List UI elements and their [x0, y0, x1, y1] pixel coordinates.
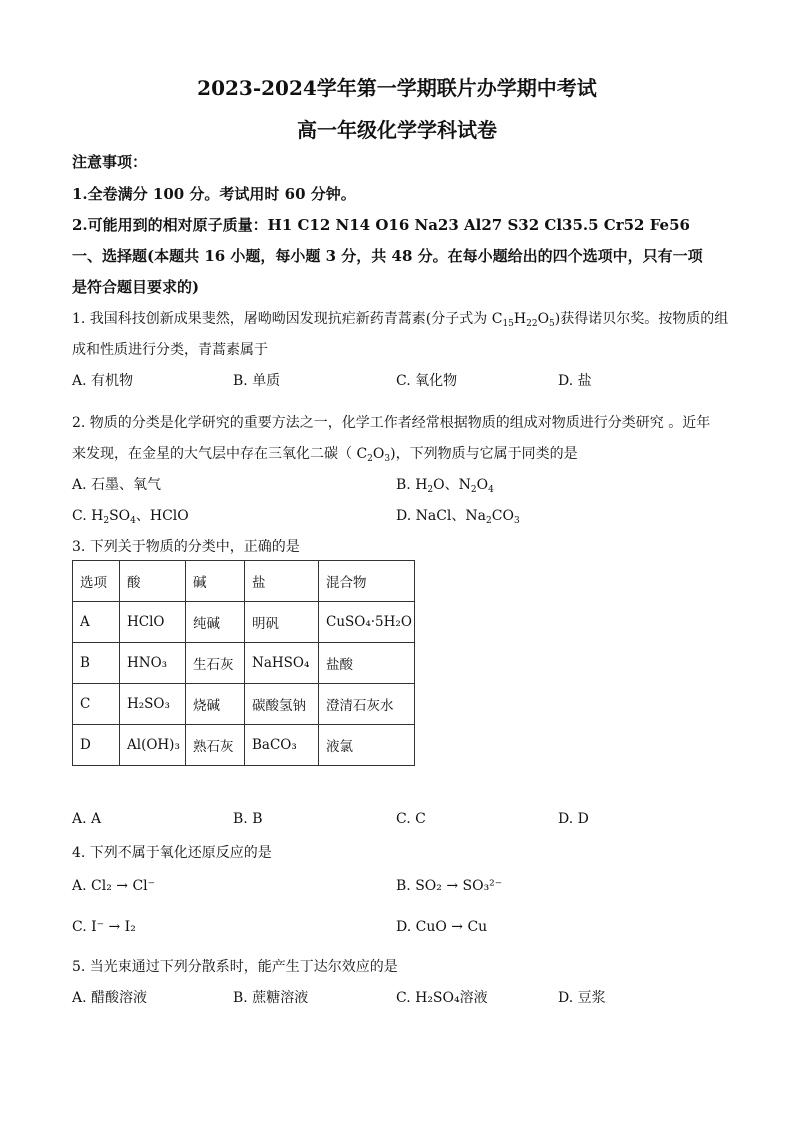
table-row [73, 684, 415, 725]
exam-title: 2023-2024学年第一学期联片办学期中考试 [197, 76, 597, 100]
q2-option-b: B. $H_2O$、$N_2O_4$ [396, 477, 494, 495]
q2-option-a: A. 石墨、氧气 [72, 477, 162, 493]
q3-option-b: B. B [233, 811, 263, 827]
q4-option-b: B. SO₂ → SO₃²⁻ [396, 878, 503, 894]
table-cell: BaCO₃ [245, 725, 319, 766]
table-cell: 盐酸 [319, 643, 415, 684]
exam-subtitle: 高一年级化学学科试卷 [297, 118, 497, 142]
table-header-cell: 选项 [73, 561, 120, 602]
q1-option-d: D. 盐 [558, 373, 592, 389]
table-cell: B [73, 643, 120, 684]
q2-option-d: D. NaCl、$Na_2CO_3$ [396, 508, 520, 526]
table-header-cell: 碱 [186, 561, 245, 602]
q1-stem-line2: 成和性质进行分类，青蒿素属于 [72, 342, 268, 358]
table-header-cell: 盐 [245, 561, 319, 602]
table-cell: 熟石灰 [186, 725, 245, 766]
q1-option-b: B. 单质 [233, 373, 281, 389]
classification-table [72, 560, 415, 766]
table-cell: D [73, 725, 120, 766]
q3-option-d: D. D [558, 811, 589, 827]
q3-stem: 3. 下列关于物质的分类中，正确的是 [72, 539, 300, 555]
table-row [73, 643, 415, 684]
table-cell: 液氯 [319, 725, 415, 766]
q3-option-c: C. C [396, 811, 426, 827]
table-header-cell: 混合物 [319, 561, 415, 602]
table-cell: A [73, 602, 120, 643]
q3-option-a: A. A [72, 811, 102, 827]
notes-item-2: 2.可能用到的相对原子质量：H1 C12 N14 O16 Na23 Al27 S32 Cl35.5 Cr52 Fe56 [72, 216, 690, 234]
q1-stem-line1: 1. 我国科技创新成果斐然，屠呦呦因发现抗疟新药青蒿素(分子式为 $C_{15}H_{22}O_5$)获得诺贝尔奖。按物质的组 [72, 311, 729, 329]
section-heading-line2: 是符合题目要求的) [72, 278, 200, 296]
q5-option-b: B. 蔗糖溶液 [233, 990, 309, 1006]
q5-option-c: C. H₂SO₄溶液 [396, 990, 488, 1006]
table-cell: HNO₃ [120, 643, 186, 684]
q4-option-c: C. I⁻ → I₂ [72, 919, 136, 935]
table-row [73, 602, 415, 643]
table-header-row [73, 561, 415, 602]
notes-item-1: 1.全卷满分 100 分。考试用时 60 分钟。 [72, 185, 356, 203]
table-cell: 纯碱 [186, 602, 245, 643]
notes-heading: 注意事项： [72, 153, 148, 171]
table-cell: C [73, 684, 120, 725]
table-cell: 生石灰 [186, 643, 245, 684]
q5-stem: 5. 当光束通过下列分散系时，能产生丁达尔效应的是 [72, 959, 398, 975]
table-cell: Al(OH)₃ [120, 725, 186, 766]
table-cell: CuSO₄·5H₂O [319, 602, 415, 643]
table-cell: HClO [120, 602, 186, 643]
section-heading-line1: 一、选择题(本题共 16 小题，每小题 3 分，共 48 分。在每小题给出的四个选项中，只有一项 [72, 247, 703, 265]
q4-stem: 4. 下列不属于氧化还原反应的是 [72, 845, 272, 861]
table-header-cell: 酸 [120, 561, 186, 602]
table-cell: NaHSO₄ [245, 643, 319, 684]
q2-option-c: C. $H_2SO_4$、HClO [72, 508, 189, 526]
table-row [73, 725, 415, 766]
q4-option-d: D. CuO → Cu [396, 919, 488, 935]
table-cell: H₂SO₃ [120, 684, 186, 725]
table-cell: 碳酸氢钠 [245, 684, 319, 725]
q5-option-a: A. 醋酸溶液 [72, 990, 148, 1006]
q1-option-c: C. 氧化物 [396, 373, 458, 389]
table-cell: 澄清石灰水 [319, 684, 415, 725]
q1-option-a: A. 有机物 [72, 373, 134, 389]
q2-stem-line2: 来发现，在金星的大气层中存在三氧化二碳（ $C_2O_3$)，下列物质与它属于同类的是 [72, 446, 578, 464]
q4-option-a: A. Cl₂ → Cl⁻ [72, 878, 156, 894]
table-cell: 烧碱 [186, 684, 245, 725]
table-cell: 明矾 [245, 602, 319, 643]
q5-option-d: D. 豆浆 [558, 990, 606, 1006]
q2-stem-line1: 2. 物质的分类是化学研究的重要方法之一，化学工作者经常根据物质的组成对物质进行分类研究 。近年 [72, 415, 711, 431]
